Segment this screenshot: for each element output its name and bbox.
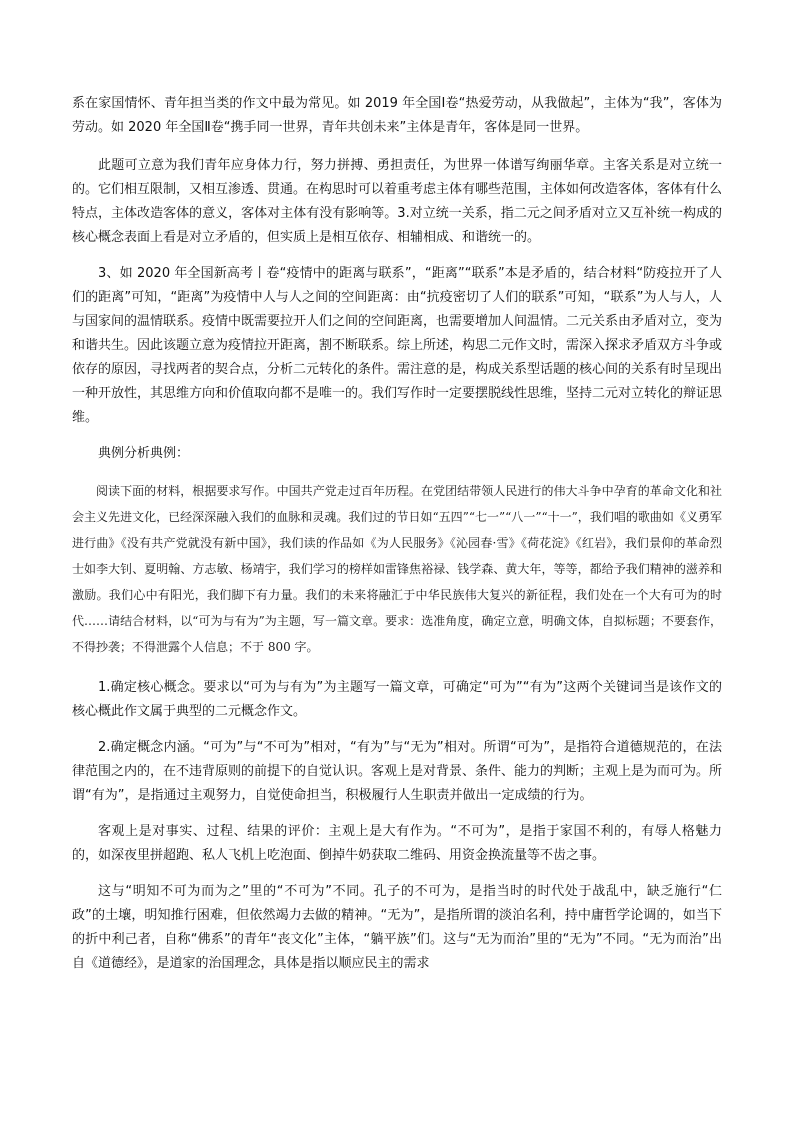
paragraph-subject-object-relation: 此题可立意为我们青年应身体力行，努力拼搏、勇担责任，为世界一体谱写绚丽华章。主客关系是对立统一的。它们相互限制，又相互渗透、贯通。在构思时可以着重考虑主体有哪些范围，主体如何改造客体，客体有什么特点，主体改造客体的意义，客体对主体有没有影响等。3.对立统一关系，指二元之间矛盾对立又互补统一构成的核心概念表面上看是对立矛盾的，但实质上是相互依存、相辅相成、和谐统一的。 bbox=[72, 158, 723, 245]
paragraph-objective-evaluation: 客观上是对事实、过程、结果的评价：主观上是大有作为。“不可为”，是指于家国不利的，有辱人格魅力的，如深夜里拼超跑、私人飞机上吃泡面、倒掉牛奶获取二维码、用资金换流量等不齿之事。 bbox=[72, 824, 722, 863]
paragraph-confucius-comparison: 这与“明知不可为而为之”里的“不可为”不同。孔子的不可为，是指当时的时代处于战乱中，缺乏施行“仁政”的土壤，明知推行困难，但依然竭力去做的精神。“无为”，是指所谓的淡泊名利，持中庸哲学论调的，如当下的折中利己者，自称“佛系”的青年“丧文化”主体，“躺平族”们。这与“无为而治”里的“无为”不同。“无为而治”出自《道德经》，是道家的治国理念，具体是指以顺应民主的需求 bbox=[72, 884, 722, 971]
paragraph-continuation: 系在家国情怀、青年担当类的作文中最为常见。如 2019 年全国Ⅰ卷“热爱劳动，从我做起”，主体为“我”，客体为劳动。如 2020 年全国Ⅱ卷“携手同一世界，青年共创未来”主体是青年，客体是同一世界。 bbox=[72, 96, 722, 135]
document-page bbox=[72, 92, 722, 976]
quoted-writing-prompt: 阅读下面的材料，根据要求写作。中国共产党走过百年历程。在党团结带领人民进行的伟大斗争中孕育的革命文化和社会主义先进文化，已经深深融入我们的血脉和灵魂。我们过的节日如“五四”“七一”“八一”“十一”，我们唱的歌曲如《义勇军进行曲》《没有共产党就没有新中国》，我们读的作品如《为人民服务》《沁园春·雪》《荷花淀》《红岩》，我们景仰的革命烈士如李大钊、夏明翰、方志敏、杨靖宇，我们学习的榜样如雷锋焦裕禄、钱学森、黄大年，等等，都给予我们精神的滋养和激励。我们心中有阳光，我们脚下有力量。我们的未来将融汇于中华民族伟大复兴的新征程，我们处在一个大有可为的时代……请结合材料，以“可为与有为”为主题，写一篇文章。要求：选准角度，确定立意，明确文体，自拟标题；不要套作，不得抄袭；不得泄露个人信息；不于 800 字。 bbox=[72, 484, 722, 654]
paragraph-core-concept: 1.确定核心概念。要求以“可为与有为”为主题写一篇文章，可确定“可为”“有为”这两个关键词当是该作文的核心概此作文属于典型的二元概念作文。 bbox=[72, 680, 722, 719]
paragraph-concept-connotation: 2.确定概念内涵。“可为”与“不可为”相对，“有为”与“无为”相对。所谓“可为”，是指符合道德规范的，在法律范围之内的，在不违背原则的前提下的自觉认识。客观上是对背景、条件、能力的判断；主观上是为而可为。所谓“有为”，是指通过主观努力，自觉使命担当，积极履行人生职责并做出一定成绩的行为。 bbox=[72, 740, 723, 803]
paragraph-unity-of-opposites-example: 3、如 2020 年全国新高考丨卷“疫情中的距离与联系”，“距离”“联系”本是矛盾的，结合材料“防疫拉开了人们的距离”可知，“距离”为疫情中人与人之间的空间距离：由“抗疫密切了人们的联系”可知，“联系”为人与人，人与国家间的温情联系。疫情中既需要拉开人们之间的空间距离，也需要增加人间温情。二元关系由矛盾对立，变为和谐共生。因此该题立意为疫情拉开距离，割不断联系。综上所述，构思二元作文时，需深入探求矛盾双方斗争或依存的原因，寻找两者的契合点，分析二元转化的条件。需注意的是，构成关系型话题的核心间的关系有时呈现出一种开放性，其思维方向和价值取向都不是唯一的。我们写作时一定要摆脱线性思维，坚持二元对立转化的辩证思维。 bbox=[72, 266, 723, 425]
section-label-example-analysis: 典例分析典例： bbox=[98, 446, 190, 461]
